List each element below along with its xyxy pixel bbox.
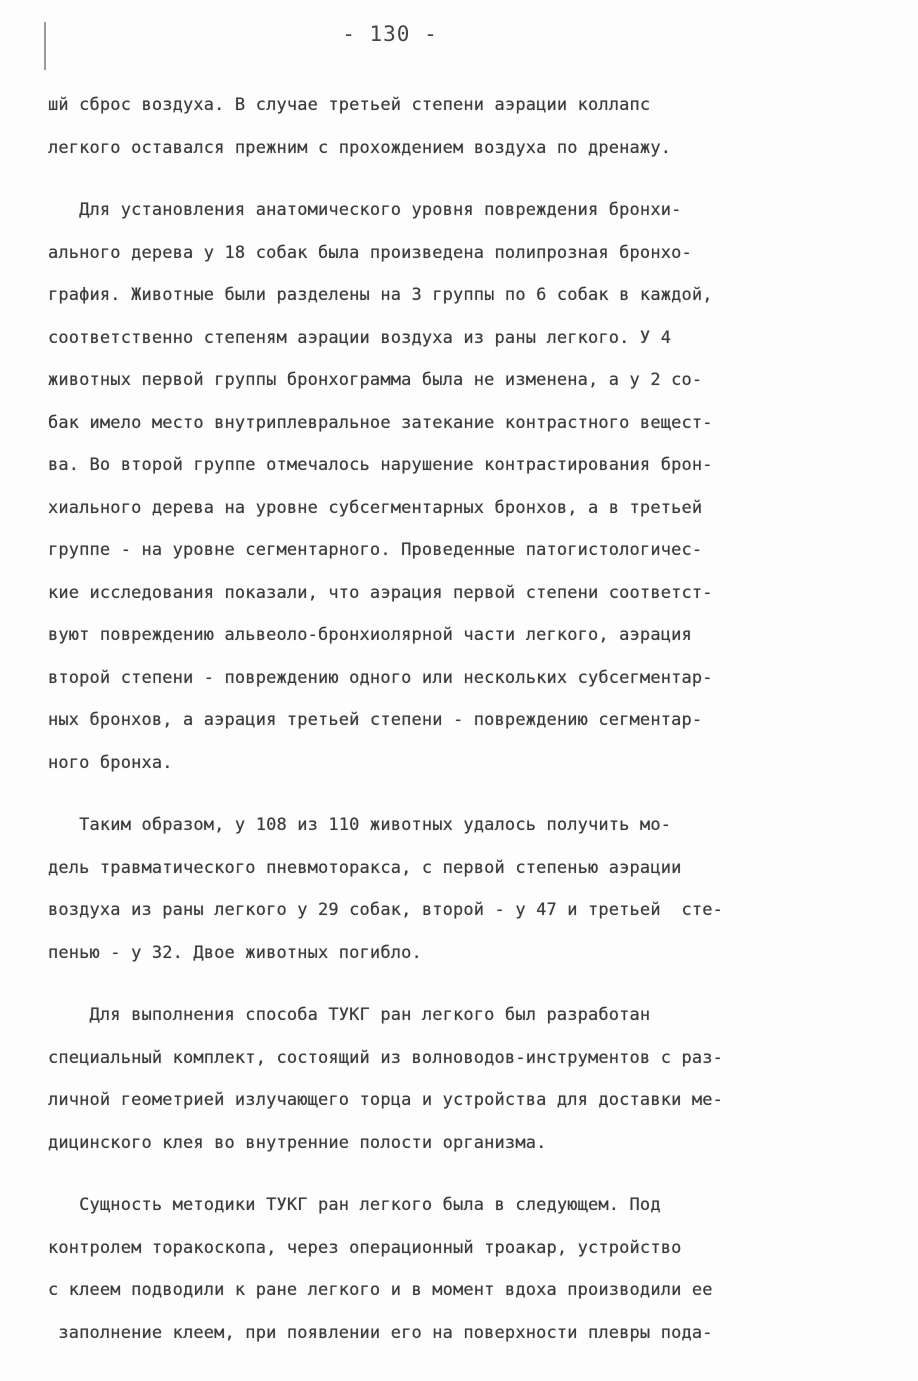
text-line: Таким образом, у 108 из 110 животных удалось получить мо- bbox=[48, 815, 672, 835]
text-line: второй степени - повреждению одного или нескольких субсегментар- bbox=[48, 667, 713, 688]
text-line: воздуха из раны легкого у 29 собак, второй - у 47 и третьей сте- bbox=[48, 900, 724, 920]
text-line: личной геометрией излучающего торца и устройства для доставки ме- bbox=[48, 1090, 724, 1110]
text-line: с клеем подводили к ране легкого и в момент вдоха производили ее bbox=[48, 1280, 713, 1300]
text-line: дель травматического пневмоторакса, с первой степенью аэрации bbox=[48, 857, 682, 878]
text-line: специальный комплект, состоящий из волноводов-инструментов с раз- bbox=[48, 1047, 724, 1068]
paragraph-1 bbox=[48, 84, 878, 169]
text-line: Сущность методики ТУКГ ран легкого была в следующем. Под bbox=[48, 1195, 661, 1215]
text-line: дицинского клея во внутренние полости организма. bbox=[48, 1132, 547, 1153]
text-line: Для установления анатомического уровня повреждения бронхи- bbox=[48, 200, 682, 220]
body-text bbox=[48, 84, 878, 1354]
paragraph-3 bbox=[48, 804, 878, 974]
text-line: пенью - у 32. Двое животных погибло. bbox=[48, 942, 422, 963]
text-line: животных первой группы бронхограмма была не изменена, а у 2 со- bbox=[48, 370, 703, 390]
text-line: группе - на уровне сегментарного. Проведенные патогистологичес- bbox=[48, 540, 703, 560]
text-line: заполнение клеем, при появлении его на поверхности плевры пода- bbox=[48, 1322, 713, 1343]
text-line: вуют повреждению альвеоло-бронхиолярной части легкого, аэрация bbox=[48, 625, 692, 645]
text-line: ального дерева у 18 собак была произведена полипрозная бронхо- bbox=[48, 242, 692, 263]
text-line: ва. Во второй группе отмечалось нарушение контрастирования брон- bbox=[48, 455, 713, 475]
text-line: бак имело место внутриплевральное затекание контрастного вещест- bbox=[48, 412, 713, 433]
text-line: хиального дерева на уровне субсегментарных бронхов, а в третьей bbox=[48, 497, 703, 518]
text-line: шй сброс воздуха. В случае третьей степени аэрации коллапс bbox=[48, 95, 651, 115]
paragraph-4 bbox=[48, 994, 878, 1164]
page-number: - 130 - bbox=[342, 22, 438, 46]
text-line: контролем торакоскопа, через операционный троакар, устройство bbox=[48, 1237, 682, 1258]
text-line: ных бронхов, а аэрация третьей степени - повреждению сегментар- bbox=[48, 710, 703, 730]
text-line: соответственно степеням аэрации воздуха из раны легкого. У 4 bbox=[48, 327, 672, 348]
text-line: легкого оставался прежним с прохождением воздуха по дренажу. bbox=[48, 137, 672, 158]
text-line: Для выполнения способа ТУКГ ран легкого был разработан bbox=[48, 1005, 651, 1025]
text-line: кие исследования показали, что аэрация первой степени соответст- bbox=[48, 582, 713, 603]
text-line: ного бронха. bbox=[48, 752, 173, 773]
paragraph-5 bbox=[48, 1184, 878, 1354]
text-line: графия. Животные были разделены на 3 группы по 6 собак в каждой, bbox=[48, 285, 713, 305]
paragraph-2 bbox=[48, 189, 878, 784]
